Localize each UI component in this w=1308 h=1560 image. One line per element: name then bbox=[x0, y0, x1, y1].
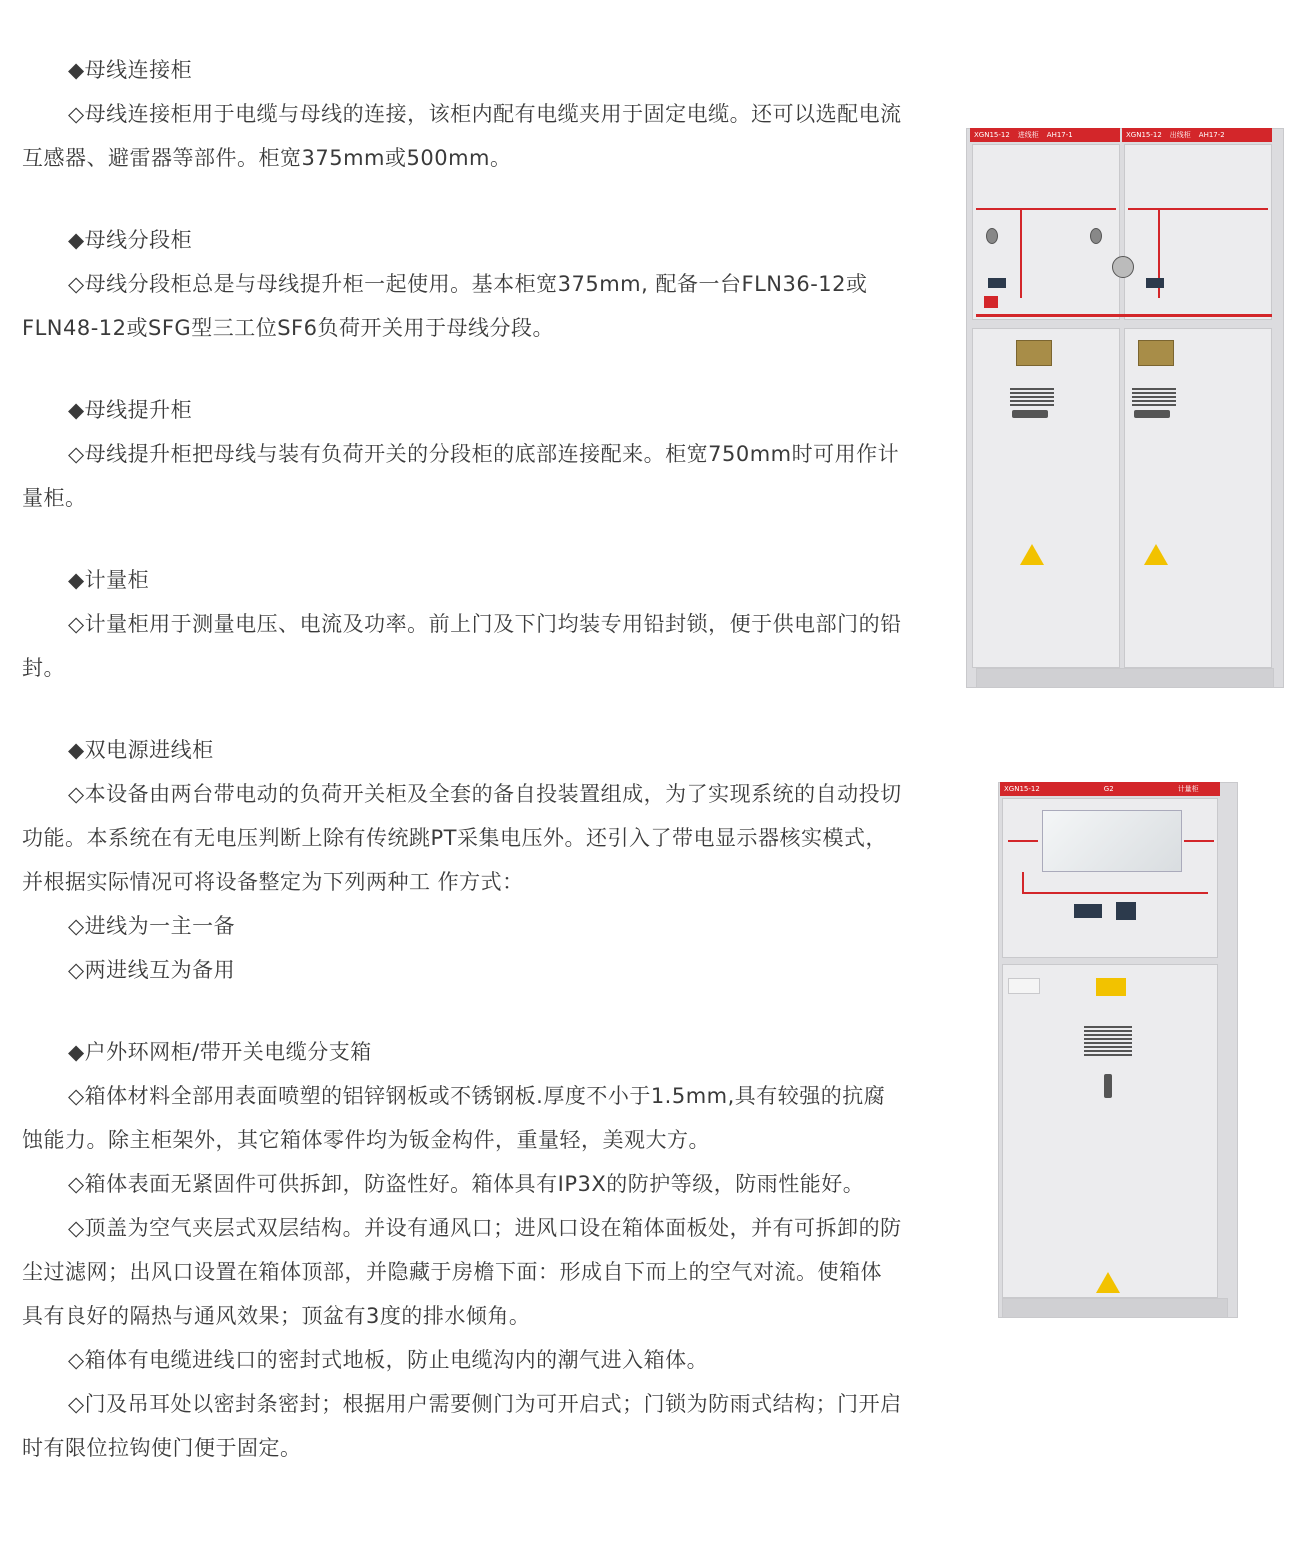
section-heading: ◆户外环网柜/带开关电缆分支箱 bbox=[68, 1040, 372, 1064]
section-paragraph: ◇母线提升柜把母线与装有负荷开关的分段柜的底部连接配来。柜宽750mm时可用作计量柜。 bbox=[22, 442, 900, 510]
label-sticker bbox=[1008, 978, 1040, 994]
list-item: ◇两进线互为备用 bbox=[68, 958, 236, 982]
nameplate-text: XGN15-12 bbox=[974, 131, 1010, 139]
section-paragraph: ◇门及吊耳处以密封条密封；根据用户需要侧门为可开启式；门锁为防雨式结构；门开启时有限位拉钩使门便于固定。 bbox=[22, 1392, 902, 1460]
door-lock-icon bbox=[1090, 228, 1102, 244]
lower-door-right bbox=[1124, 328, 1272, 668]
upper-door-right bbox=[1124, 144, 1272, 320]
nameplate-text: AH17-1 bbox=[1046, 131, 1073, 139]
mimic-line bbox=[1128, 208, 1268, 210]
vent-grille-icon bbox=[1084, 1026, 1132, 1056]
cabinet-nameplate-right bbox=[1122, 128, 1272, 142]
indicator-lamp-icon bbox=[1112, 256, 1134, 278]
door-lock-icon bbox=[986, 228, 998, 244]
nameplate-text: 计量柜 bbox=[1177, 785, 1199, 793]
high-voltage-warning-icon bbox=[1096, 1272, 1120, 1293]
lower-door-left bbox=[972, 328, 1120, 668]
door-handle-icon bbox=[1012, 410, 1048, 418]
door-handle-icon bbox=[1134, 410, 1170, 418]
display-icon bbox=[988, 278, 1006, 288]
section-metering bbox=[22, 558, 902, 690]
high-voltage-warning-icon bbox=[1144, 544, 1168, 565]
section-busbar-connection bbox=[22, 48, 902, 180]
meter-display-icon bbox=[1116, 902, 1136, 920]
lower-door bbox=[1002, 964, 1218, 1298]
section-paragraph: ◇顶盖为空气夹层式双层结构。并设有通风口；进风口设在箱体面板处，并有可拆卸的防尘过滤网；出风口设置在箱体顶部，并隐藏于房檐下面：形成自下而上的空气对流。使箱体具有良好的隔热与通风效果；顶盆有3度的排水倾角。 bbox=[22, 1216, 902, 1328]
section-heading: ◆母线连接柜 bbox=[68, 58, 193, 82]
section-paragraph: ◇箱体有电缆进线口的密封式地板，防止电缆沟内的潮气进入箱体。 bbox=[68, 1348, 709, 1372]
high-voltage-warning-icon bbox=[1020, 544, 1044, 565]
cabinet-nameplate-left bbox=[970, 128, 1120, 142]
mimic-line bbox=[1008, 840, 1038, 842]
door-handle-icon bbox=[1104, 1074, 1112, 1098]
section-paragraph: ◇箱体材料全部用表面喷塑的铝锌钢板或不锈钢板.厚度不小于1.5mm,具有较强的抗腐蚀能力。除主柜架外，其它箱体零件均为钣金构件，重量轻，美观大方。 bbox=[22, 1084, 886, 1152]
section-paragraph: ◇计量柜用于测量电压、电流及功率。前上门及下门均装专用铅封锁，便于供电部门的铅封。 bbox=[22, 612, 902, 680]
nameplate-text: 出线柜 bbox=[1169, 131, 1191, 139]
section-heading: ◆双电源进线柜 bbox=[68, 738, 214, 762]
text-column bbox=[22, 48, 902, 1508]
metering-cabinet-image bbox=[998, 782, 1238, 1318]
section-outdoor-ring-main bbox=[22, 1030, 902, 1470]
mimic-line bbox=[1020, 208, 1022, 298]
nameplate-text: G2 bbox=[1103, 785, 1114, 793]
inspection-window bbox=[1042, 810, 1182, 872]
mimic-line bbox=[1022, 872, 1024, 892]
rating-plate-icon bbox=[1138, 340, 1174, 366]
section-heading: ◆母线提升柜 bbox=[68, 398, 193, 422]
display-icon bbox=[1146, 278, 1164, 288]
section-busbar-sectioning bbox=[22, 218, 902, 350]
cabinet-nameplate bbox=[1000, 782, 1220, 796]
cabinet-base bbox=[976, 668, 1274, 688]
meter-display-icon bbox=[1074, 904, 1102, 918]
section-paragraph: ◇箱体表面无紧固件可供拆卸，防盗性好。箱体具有IP3X的防护等级，防雨性能好。 bbox=[68, 1172, 865, 1196]
mimic-line bbox=[1022, 892, 1208, 894]
list-item: ◇进线为一主一备 bbox=[68, 914, 236, 938]
section-dual-power-incoming bbox=[22, 728, 902, 992]
switchgear-cabinet-image bbox=[966, 128, 1284, 688]
nameplate-text: XGN15-12 bbox=[1126, 131, 1162, 139]
mimic-line bbox=[1184, 840, 1214, 842]
vent-grille-icon bbox=[1010, 386, 1054, 406]
nameplate-text: 进线柜 bbox=[1017, 131, 1039, 139]
section-heading: ◆计量柜 bbox=[68, 568, 150, 592]
vent-grille-icon bbox=[1132, 386, 1176, 406]
section-paragraph: ◇本设备由两台带电动的负荷开关柜及全套的备自投装置组成，为了实现系统的自动投切功能。本系统在有无电压判断上除有传统跳PT采集电压外。还引入了带电显示器核实模式，并根据实际情况可将设备整定为下列两种工 作方式： bbox=[22, 782, 902, 894]
mimic-line bbox=[976, 208, 1116, 210]
warning-label-icon bbox=[1096, 978, 1126, 996]
rating-plate-icon bbox=[1016, 340, 1052, 366]
section-heading: ◆母线分段柜 bbox=[68, 228, 193, 252]
section-paragraph: ◇母线分段柜总是与母线提升柜一起使用。基本柜宽375mm, 配备一台FLN36-12或FLN48-12或SFG型三工位SF6负荷开关用于母线分段。 bbox=[22, 272, 868, 340]
nameplate-text: XGN15-12 bbox=[1004, 785, 1040, 793]
section-paragraph: ◇母线连接柜用于电缆与母线的连接，该柜内配有电缆夹用于固定电缆。还可以选配电流互感器、避雷器等部件。柜宽375mm或500mm。 bbox=[22, 102, 902, 170]
section-busbar-riser bbox=[22, 388, 902, 520]
warning-label-icon bbox=[984, 296, 998, 308]
red-trim-line bbox=[976, 314, 1272, 317]
cabinet-base bbox=[1002, 1298, 1228, 1318]
nameplate-text: AH17-2 bbox=[1198, 131, 1225, 139]
